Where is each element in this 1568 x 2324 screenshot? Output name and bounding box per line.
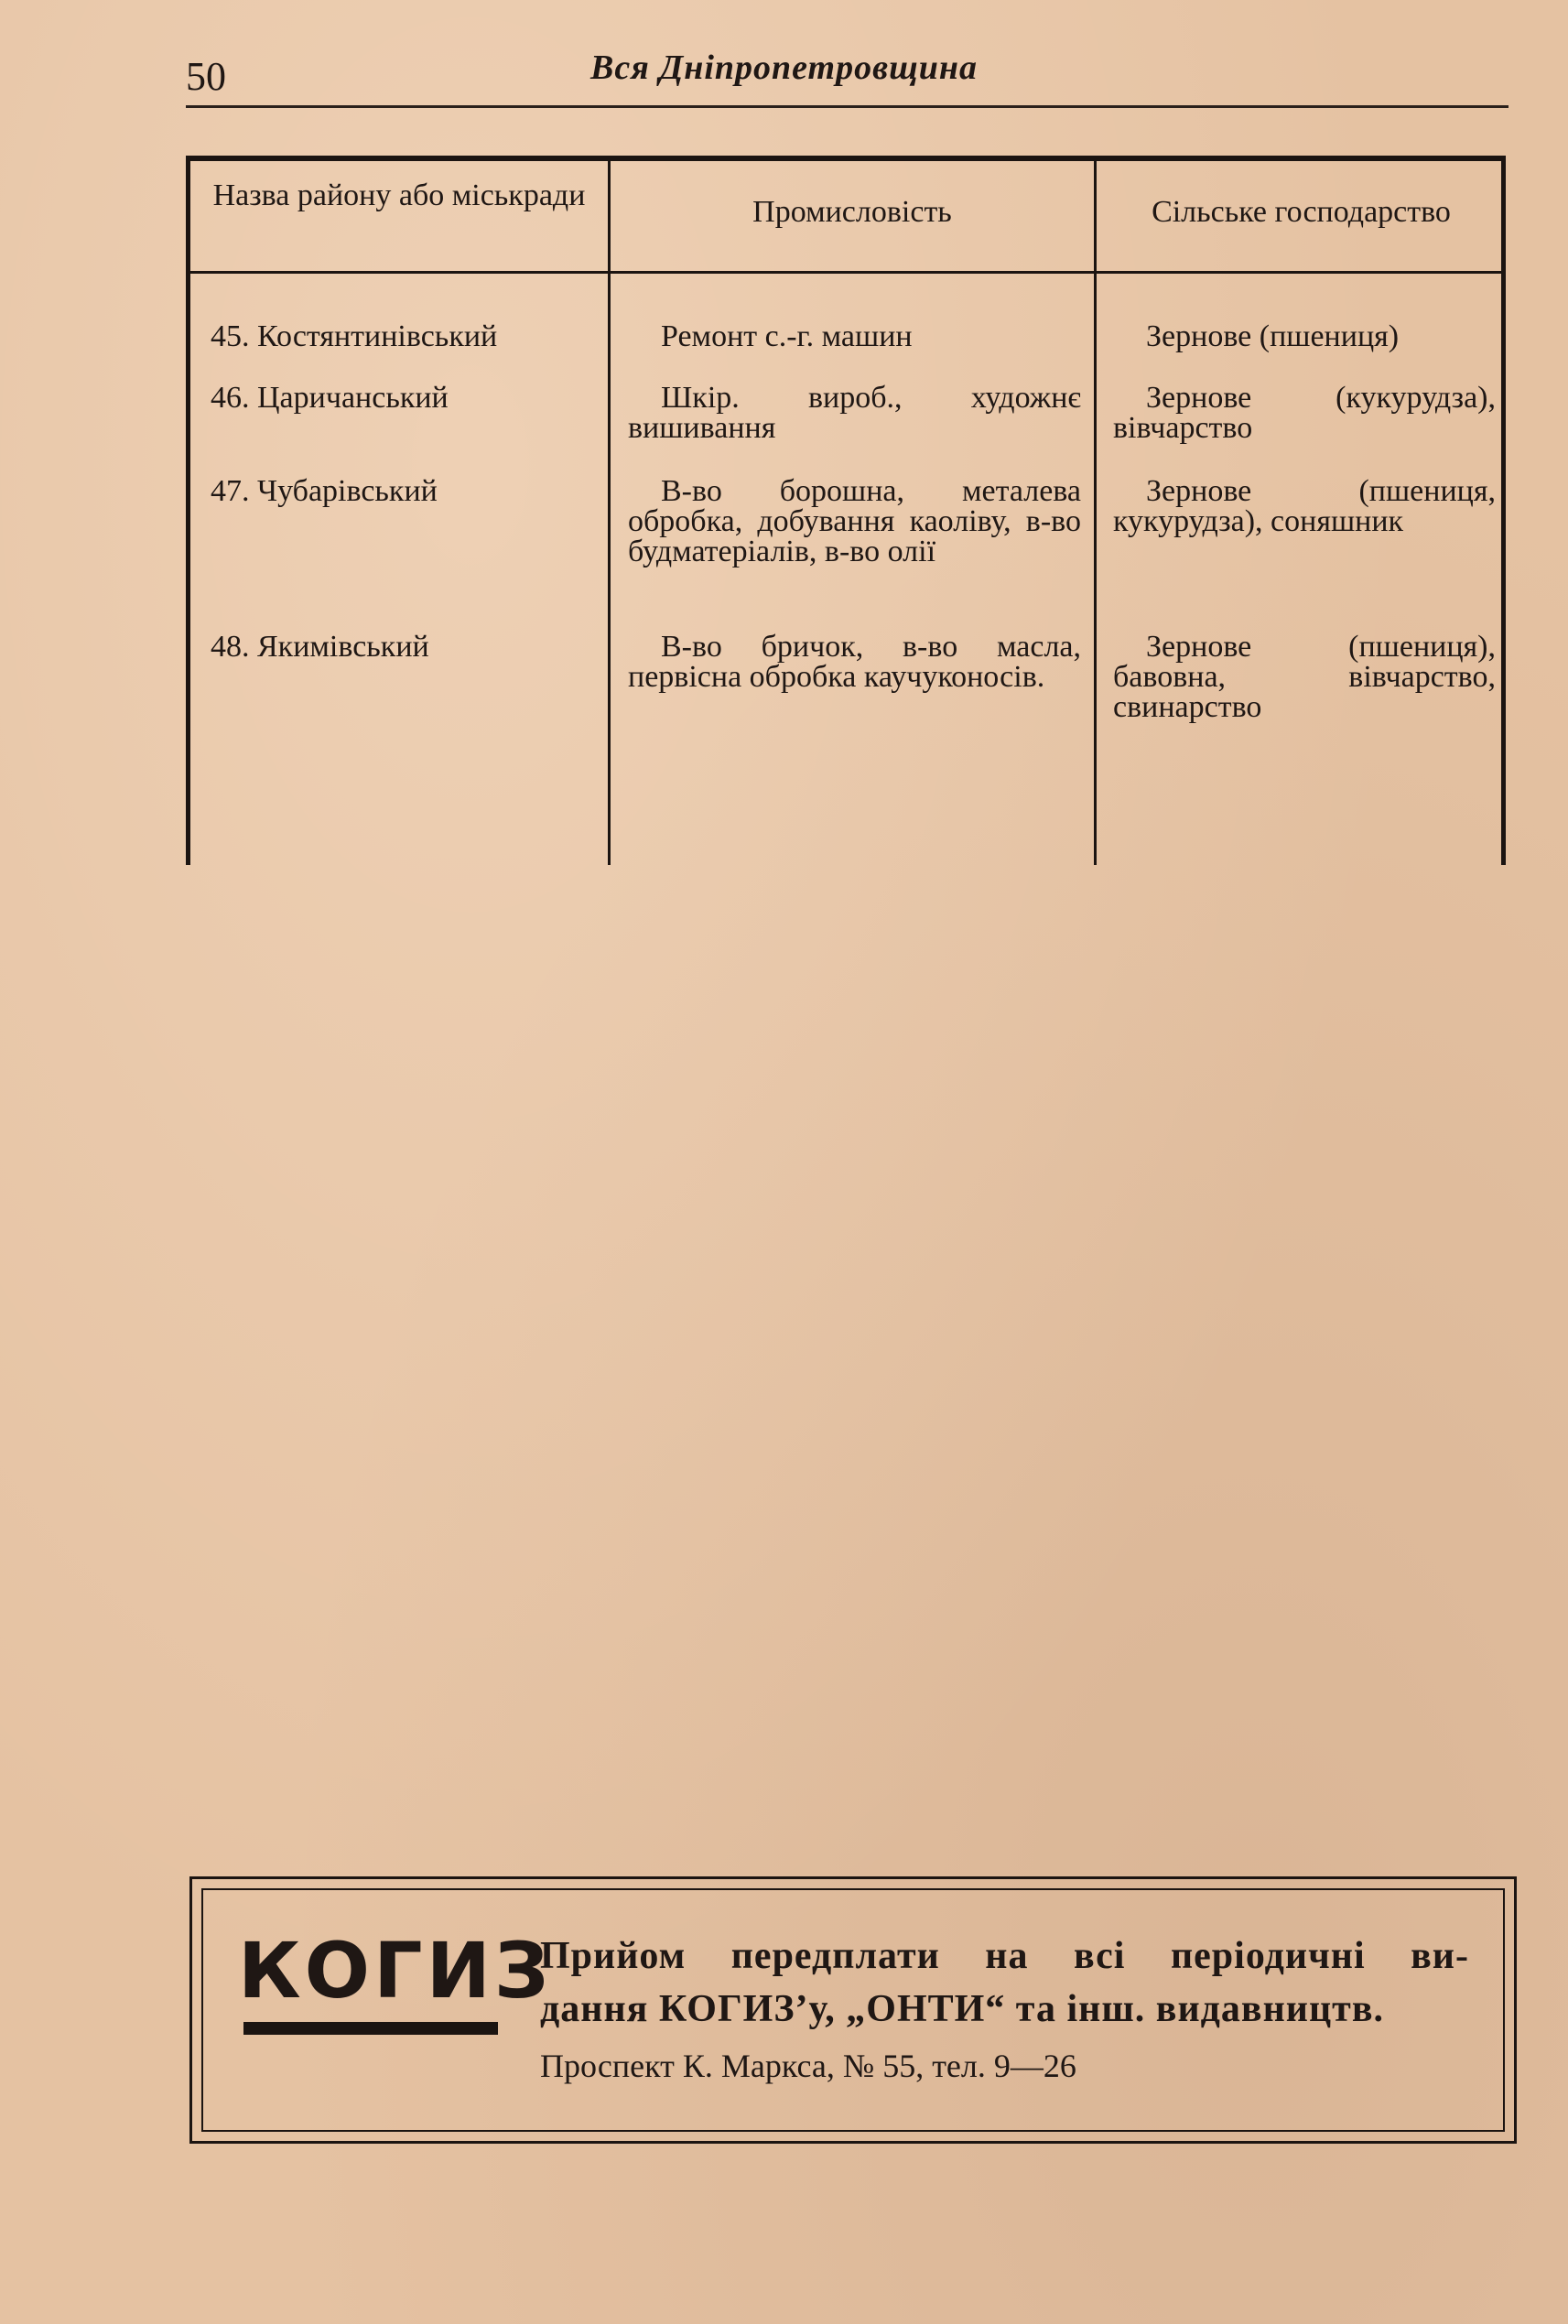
column-header-industry: Промисловість <box>752 195 952 229</box>
header-divider <box>190 271 1501 274</box>
logo-underline <box>243 2022 498 2035</box>
agriculture-cell <box>1113 383 1496 443</box>
district-name: 47. Чубарівський <box>211 474 438 508</box>
district-name: 48. Якимівський <box>211 630 429 664</box>
header-rule <box>186 105 1509 108</box>
agriculture-text: Зернове (пшениця, кукурудза), соняшник <box>1113 474 1496 538</box>
column-divider <box>608 161 611 865</box>
industry-cell <box>628 632 1081 692</box>
page-number: 50 <box>186 54 226 99</box>
advertisement-text <box>540 1929 1469 2089</box>
districts-table <box>186 156 1506 865</box>
agriculture-cell <box>1113 476 1496 536</box>
agriculture-text: Зернове (пшениця), бавовна, вівчарство, свинарство <box>1113 630 1496 724</box>
advertisement-box <box>189 1876 1517 2144</box>
agriculture-text: Зернове (кукурудза), вівчарство <box>1113 381 1496 445</box>
kogiz-logo: КОГИЗ <box>238 1926 553 2016</box>
column-divider <box>1094 161 1097 865</box>
running-title: Вся Дніпропетровщина <box>590 49 978 87</box>
district-name: 46. Царичанський <box>211 381 449 415</box>
advertisement-address: Проспект К. Маркса, № 55, тел. 9—26 <box>540 2048 1076 2084</box>
agriculture-text: Зернове (пшениця) <box>1146 319 1400 353</box>
industry-text: В-во бричок, в-во масла, первісна обробка каучуконосів. <box>628 630 1081 694</box>
industry-cell <box>628 383 1081 443</box>
column-header-agriculture: Сільське господарство <box>1152 195 1451 229</box>
industry-text: Ремонт с.-г. машин <box>661 319 913 353</box>
advertisement-line: дання КОГИЗ’у, „ОНТИ“ та інш. видавництв. <box>540 1988 1384 2030</box>
industry-cell <box>628 476 1081 567</box>
agriculture-cell <box>1113 321 1496 351</box>
district-name: 45. Костянтинівський <box>211 319 498 353</box>
industry-cell <box>628 321 1081 351</box>
advertisement-line: Прийом передплати на всі періодичні ви- <box>540 1935 1469 1977</box>
industry-text: В-во борошна, металева обробка, добування каоліву, в-во будматеріалів, в-во олії <box>628 474 1081 568</box>
industry-text: Шкір. вироб., художнє вишивання <box>628 381 1081 445</box>
column-header-district: Назва району або міськради <box>212 178 586 212</box>
agriculture-cell <box>1113 632 1496 722</box>
